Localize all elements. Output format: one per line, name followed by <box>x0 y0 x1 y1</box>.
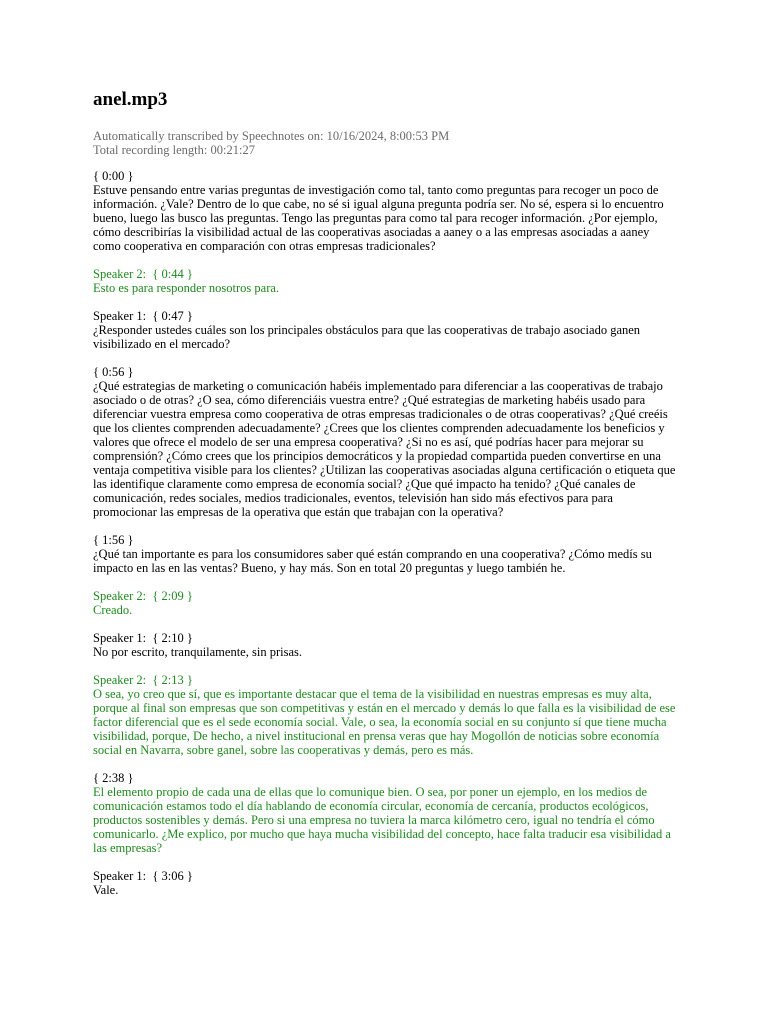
segment-text: Estuve pensando entre varias preguntas de investigación como tal, tanto como preguntas para recoger un poco de información. ¿Vale? Dentro de lo que cabe, no sé si igual alguna pregunta podría ser. No sé, espera si lo encuentro bueno, luego las busco las preguntas. Tengo las preguntas para como tal para recoger información. ¿Por ejemplo, cómo describirías la visibilidad actual de las cooperativas asociadas a aaney o a las empresas asociadas a aaney como cooperativa en comparación con otras empresas tradicionales? <box>93 183 664 253</box>
segment-0238 <box>93 771 678 855</box>
transcript-metadata <box>93 129 678 157</box>
segment-header: { 1:56 } <box>93 533 134 547</box>
segment-0213 <box>93 673 678 757</box>
segment-text: O sea, yo creo que sí, que es importante destacar que el tema de la visibilidad en nuestras empresas es muy alta, porque al final son empresas que son competitivas y están en el mercado y demás lo que falla es la visibilidad de ese factor diferencial que es el sede economía social. Vale, o sea, la economía social en su conjunto sí que tiene mucha visibilidad, porque, De hecho, a nivel institucional en prensa veras que hay Mogollón de noticias sobre economía social en Navarra, sobre ganel, sobre las cooperativas y demás, pero es más. <box>93 687 676 757</box>
segment-text: Esto es para responder nosotros para. <box>93 281 280 295</box>
segment-header: { 0:56 } <box>93 365 134 379</box>
document-title: anel.mp3 <box>93 89 168 110</box>
segment-header: { 2:38 } <box>93 771 134 785</box>
segment-text: ¿Qué tan importante es para los consumidores saber qué están comprando en una cooperativa? ¿Cómo medís su impacto en las en las ventas? Bueno, y hay más. Son en total 20 preguntas y luego también he. <box>93 547 652 575</box>
segment-header: Speaker 2: { 0:44 } <box>93 267 193 281</box>
segment-header: { 0:00 } <box>93 169 134 183</box>
segment-0209 <box>93 589 678 617</box>
segment-0047 <box>93 309 678 351</box>
segment-0056 <box>93 365 678 519</box>
segment-0210 <box>93 631 678 659</box>
segment-text: ¿Qué estrategias de marketing o comunicación habéis implementado para diferenciar a las cooperativas de trabajo asociado o de otras? ¿O sea, cómo diferenciáis vuestra entre? ¿Qué estrategias de marketing habéis usado para diferenciar vuestra empresa como cooperativa de otras empresas tradicionales o de otras cooperativas? ¿Qué creéis que los clientes comprenden adecuadamente? ¿Crees que los clientes comprenden adecuadamente los beneficios y valores que ofrece el modelo de ser una empresa cooperativa? ¿Si no es así, qué podrías hacer para mejorar su comprensión? ¿Cómo crees que los principios democráticos y la propiedad compartida pueden convertirse en una ventaja competitiva visible para los clientes? ¿Utilizan las cooperativas asociadas alguna certificación o etiqueta que las identifique claramente como empresa de economía social? ¿Que qué impacto ha tenido? ¿Qué canales de comunicación, redes sociales, medios tradicionales, eventos, televisión han sido más efectivos para para promocionar las empresas de la operativa que están que trabajan con la operativa? <box>93 379 676 519</box>
segment-0306 <box>93 869 678 897</box>
segment-0000 <box>93 169 678 253</box>
segment-text: Creado. <box>93 603 133 617</box>
segment-text: No por escrito, tranquilamente, sin prisas. <box>93 645 302 659</box>
segment-text: El elemento propio de cada una de ellas que lo comunique bien. O sea, por poner un ejemplo, en los medios de comunicación estamos todo el día hablando de economía circular, economía de cercanía, productos ecológicos, productos sostenibles y demás. Pero si una empresa no tuviera la marca kilómetro cero, igual no tendría el cómo comunicarlo. ¿Me explico, por mucho que haya mucha visibilidad del concepto, hace falta traducir esa visibilidad a las empresas? <box>93 785 671 855</box>
segment-header: Speaker 2: { 2:09 } <box>93 589 193 603</box>
segment-0044 <box>93 267 678 295</box>
segment-text: ¿Responder ustedes cuáles son los principales obstáculos para que las cooperativas de trabajo asociado ganen visibilizado en el mercado? <box>93 323 641 351</box>
segment-text: Vale. <box>93 883 119 897</box>
segment-0156 <box>93 533 678 575</box>
transcript-page <box>93 88 678 911</box>
segment-header: Speaker 1: { 0:47 } <box>93 309 193 323</box>
segment-list <box>93 169 678 897</box>
segment-header: Speaker 2: { 2:13 } <box>93 673 193 687</box>
segment-header: Speaker 1: { 2:10 } <box>93 631 193 645</box>
segment-header: Speaker 1: { 3:06 } <box>93 869 193 883</box>
recording-length: Total recording length: 00:21:27 <box>93 143 255 157</box>
transcription-info: Automatically transcribed by Speechnotes on: 10/16/2024, 8:00:53 PM <box>93 129 450 143</box>
